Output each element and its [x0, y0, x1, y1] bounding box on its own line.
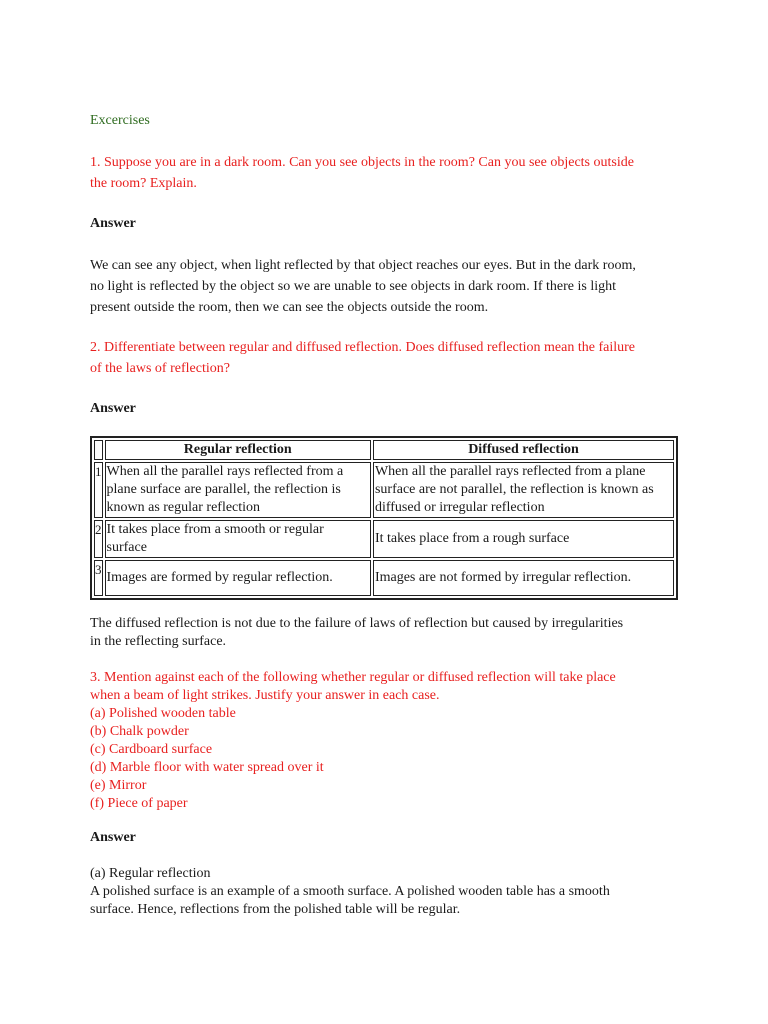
question-1-line-2: the room? Explain. [90, 176, 197, 191]
answer-3-label: Answer [90, 830, 136, 845]
table-cell-diffused [373, 520, 674, 558]
table-header-row [94, 440, 674, 460]
answer-3 [90, 865, 690, 919]
table-row [94, 462, 674, 518]
table-cell-regular [105, 560, 371, 596]
question-2-line-1: 2. Differentiate between regular and diffused reflection. Does diffused reflection mean the failure [90, 340, 635, 355]
cell-line: When all the parallel rays reflected from a plane [374, 464, 646, 479]
answer-3-line-2: A polished surface is an example of a smooth surface. A polished wooden table has a smooth [90, 884, 610, 899]
cell-line: It takes place from a rough surface [374, 531, 570, 546]
section-heading: Excercises [90, 113, 150, 128]
table-header-regular: Regular reflection [105, 440, 371, 460]
cell-line: When all the parallel rays reflected from a [106, 464, 344, 479]
cell-line: diffused or irregular reflection [374, 500, 545, 515]
question-1 [90, 152, 690, 194]
cell-line: plane surface are parallel, the reflection is [106, 482, 341, 497]
answer-1-line-3: present outside the room, then we can see the objects outside the room. [90, 300, 489, 315]
question-2-line-2: of the laws of reflection? [90, 361, 230, 376]
answer-2-conclusion-line-2: in the reflecting surface. [90, 634, 227, 649]
answer-3-line-3: surface. Hence, reflections from the polished table will be regular. [90, 902, 461, 917]
question-3-line: 3. Mention against each of the following whether regular or diffused reflection will take place [90, 670, 616, 685]
answer-1-label: Answer [90, 216, 136, 231]
answer-1-line-1: We can see any object, when light reflected by that object reaches our eyes. But in the dark room, [90, 258, 636, 273]
answer-2-conclusion [90, 615, 690, 651]
answer-2-label: Answer [90, 401, 136, 416]
answer-1 [90, 255, 690, 318]
question-3-option-e: (e) Mirror [90, 778, 147, 793]
table-cell-regular [105, 520, 371, 558]
cell-line: surface [106, 540, 147, 555]
table-row [94, 560, 674, 596]
table-cell-diffused [373, 462, 674, 518]
question-3-option-f: (f) Piece of paper [90, 796, 188, 811]
cell-line: Images are not formed by irregular reflection. [374, 570, 632, 585]
question-3-line: when a beam of light strikes. Justify your answer in each case. [90, 688, 440, 703]
cell-line: Images are formed by regular reflection. [106, 570, 333, 585]
cell-line: known as regular reflection [106, 500, 261, 515]
cell-line: surface are not parallel, the reflection is known as [374, 482, 654, 497]
table-row-number: 3 [94, 560, 103, 596]
answer-3-line-1: (a) Regular reflection [90, 866, 211, 881]
answer-2-conclusion-line-1: The diffused reflection is not due to the failure of laws of reflection but caused by irregularities [90, 616, 624, 631]
cell-line: It takes place from a smooth or regular [106, 522, 324, 537]
question-3-option-b: (b) Chalk powder [90, 724, 189, 739]
table-cell-diffused [373, 560, 674, 596]
table-row-number: 2 [94, 520, 103, 558]
table-row-number: 1 [94, 462, 103, 518]
question-1-line-1: 1. Suppose you are in a dark room. Can you see objects in the room? Can you see objects outside [90, 155, 634, 170]
table-header-diffused: Diffused reflection [373, 440, 674, 460]
question-3 [90, 669, 690, 813]
table-row [94, 520, 674, 558]
reflection-comparison-table [90, 436, 678, 600]
question-2 [90, 337, 690, 379]
table-cell-regular [105, 462, 371, 518]
question-3-option-a: (a) Polished wooden table [90, 706, 236, 721]
question-3-option-c: (c) Cardboard surface [90, 742, 213, 757]
question-3-option-d: (d) Marble floor with water spread over it [90, 760, 324, 775]
answer-1-line-2: no light is reflected by the object so we are unable to see objects in dark room. If there is light [90, 279, 617, 294]
table-header-number [94, 440, 103, 460]
